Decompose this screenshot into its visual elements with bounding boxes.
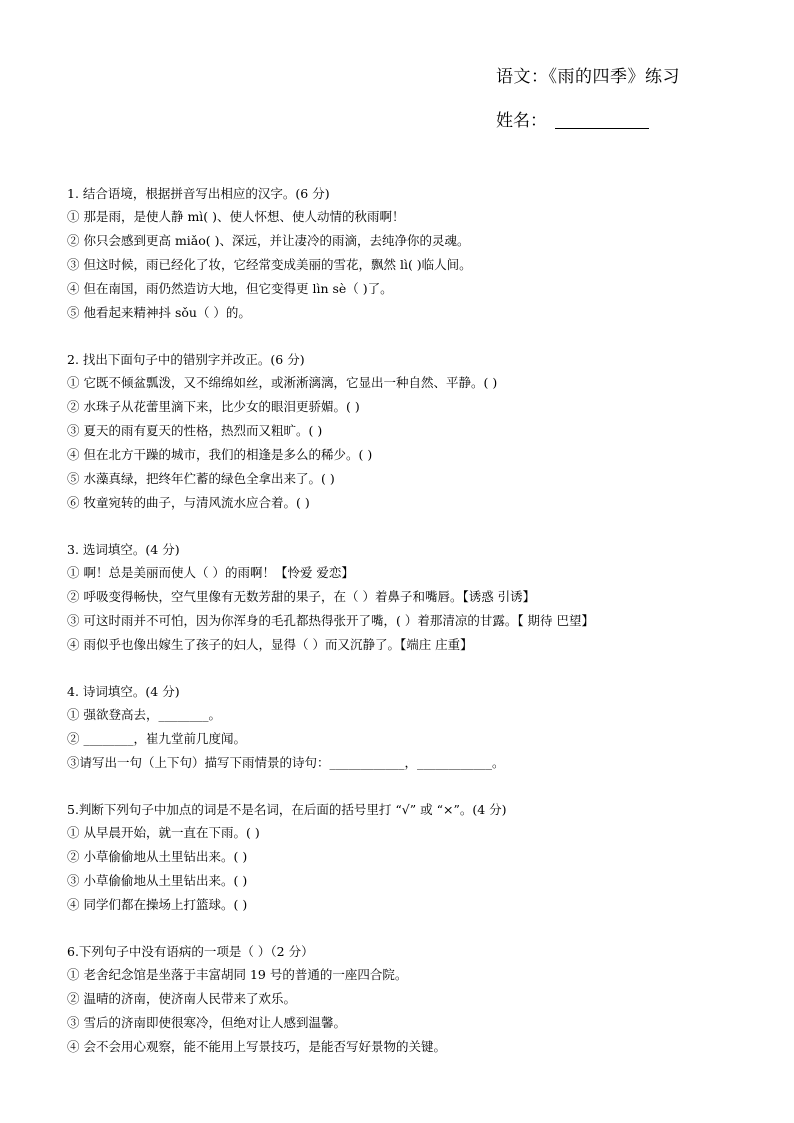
name-label: 姓名： [496,111,547,131]
question-title: 5.判断下列句子中加点的词是不是名词，在后面的括号里打 “√” 或 “×”。(4 分) [67,802,507,817]
question-item: ③ 小草偷偷地从土里钻出来。( ) [67,873,248,888]
question-title: 6.下列句子中没有语病的一项是（ ）（2 分） [67,944,314,959]
question-item: ⑤ 水藻真绿，把终年伫蓄的绿色全拿出来了。( ) [67,471,335,486]
question-item: ③ 夏天的雨有夏天的性格，热烈而又粗旷。( ) [67,423,323,438]
question-item: ② 你只会感到更高 miǎo( )、深远，并让凄冷的雨滴，去纯净你的灵魂。 [67,233,470,248]
question-item: ④ 雨似乎也像出嫁生了孩子的妇人，显得（ ）而又沉静了。【端庄 庄重】 [67,637,473,652]
worksheet-title: 语文：《雨的四季》练习 [496,67,680,87]
question-item: ② 呼吸变得畅快，空气里像有无数芳甜的果子，在（ ）着鼻子和嘴唇。【诱惑 引诱】 [67,589,536,604]
question-item: ④ 同学们都在操场上打篮球。( ) [67,897,248,912]
question-item: ① 它既不倾盆瓢泼，又不绵绵如丝，或淅淅漓漓，它显出一种自然、平静。( ) [67,375,498,390]
question-item: ⑥ 牧童宛转的曲子，与清风流水应合着。( ) [67,495,310,510]
question-item: ④ 但在北方干躁的城市，我们的相逢是多么的稀少。( ) [67,447,373,462]
question-title: 4. 诗词填空。(4 分) [67,684,180,699]
question-5 [67,799,767,917]
question-item: ③ 雪后的济南即使很寒冷，但绝对让人感到温馨。 [67,1015,346,1030]
question-title: 2. 找出下面句子中的错别字并改正。(6 分) [67,352,305,367]
student-name-field [496,106,649,131]
question-item: ① 老舍纪念馆是坐落于丰富胡同 19 号的普通的一座四合院。 [67,967,408,982]
question-title: 1. 结合语境，根据拼音写出相应的汉字。(6 分) [67,186,330,201]
question-title: 3. 选词填空。(4 分) [67,542,180,557]
question-item: ③请写出一句（上下句）描写下雨情景的诗句：____________，____________。 [67,755,505,770]
question-item: ④ 但在南国，雨仍然造访大地，但它变得更 lìn sè（ )了。 [67,281,393,296]
question-item: ② ________，崔九堂前几度闻。 [67,731,246,746]
question-item: ③ 可这时雨并不可怕，因为你浑身的毛孔都热得张开了嘴，( ）着那清凉的甘露。【 期待 巴望】 [67,613,595,628]
question-item: ② 温晴的济南，使济南人民带来了欢乐。 [67,991,296,1006]
question-item: ① 从早晨开始，就一直在下雨。( ) [67,825,260,840]
question-list [67,183,767,1083]
question-item: ② 水珠子从花蕾里滴下来，比少女的眼泪更骄媚。( ) [67,399,360,414]
question-6 [67,941,767,1059]
question-item: ⑤ 他看起来精神抖 sǒu（ ）的。 [67,305,251,320]
question-item: ① 强欲登高去，________。 [67,707,221,722]
question-item: ② 小草偷偷地从土里钻出来。( ) [67,849,248,864]
question-item: ③ 但这时候，雨已经化了妆，它经常变成美丽的雪花，飘然 lì( )临人间。 [67,257,472,272]
question-3 [67,539,767,657]
name-blank-line [555,127,649,129]
question-item: ① 啊！总是美丽而使人（ ）的雨啊！【怜爱 爱恋】 [67,565,354,580]
question-2 [67,349,767,515]
question-item: ④ 会不会用心观察，能不能用上写景技巧，是能否写好景物的关键。 [67,1039,446,1054]
question-item: ① 那是雨，是使人静 mì( )、使人怀想、使人动情的秋雨啊！ [67,209,405,224]
question-4 [67,681,767,775]
question-1 [67,183,767,325]
